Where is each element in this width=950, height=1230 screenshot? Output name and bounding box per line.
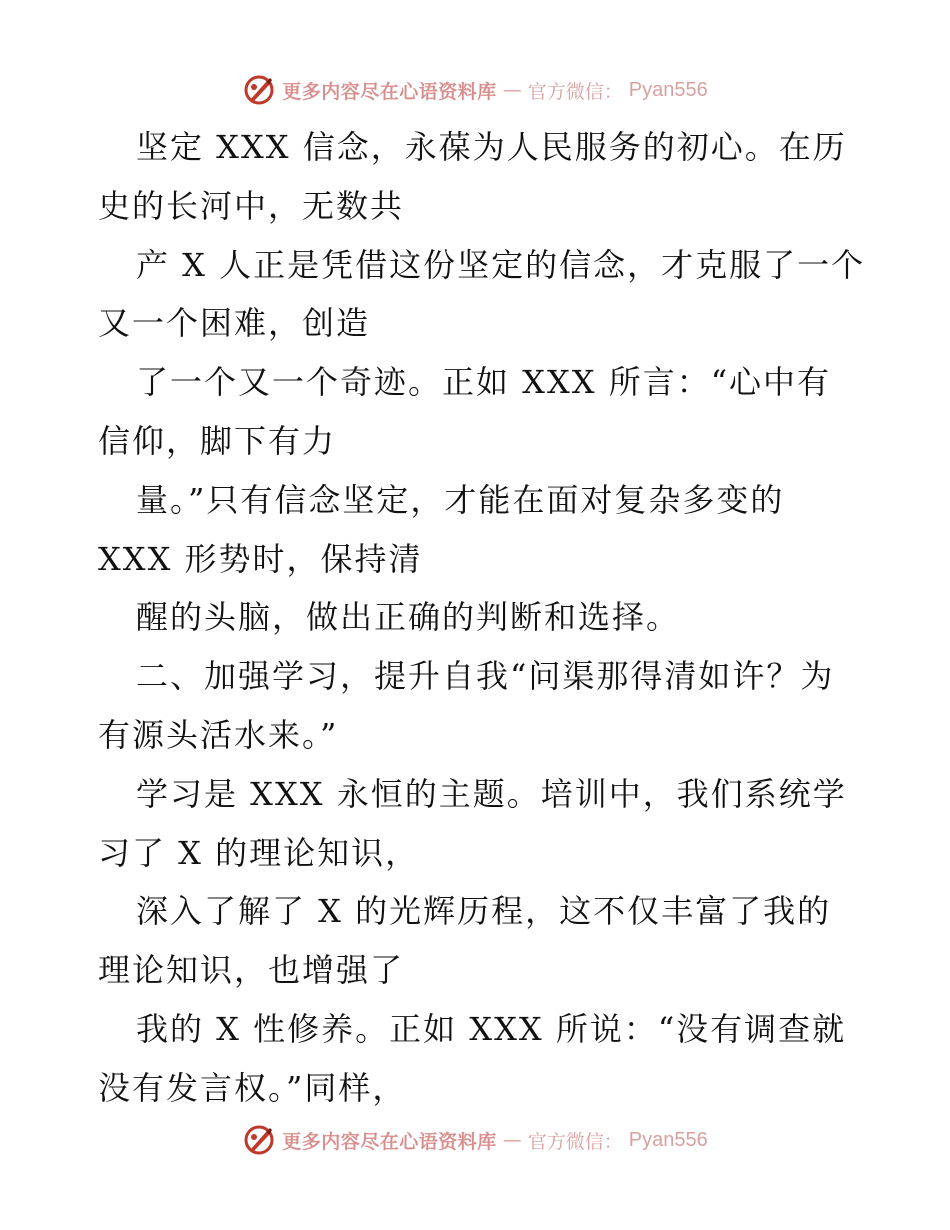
text-line: 我的 X 性修养。正如 XXX 所说：“没有调查就 <box>136 1009 847 1048</box>
banner-wechat-id: Pyan556 <box>628 1128 708 1151</box>
banner-wechat-id: Pyan556 <box>628 78 708 101</box>
banner-separator: — <box>502 1129 522 1151</box>
text-line: 信仰，脚下有力 <box>98 421 337 460</box>
pen-logo-icon <box>242 73 276 107</box>
banner-separator: — <box>502 79 522 101</box>
text-line: 醒的头脑，做出正确的判断和选择。 <box>136 598 681 637</box>
banner-wechat-label: 官方微信： <box>527 1130 623 1153</box>
text-line: 史的长河中，无数共 <box>98 186 405 225</box>
document-body <box>98 118 866 1118</box>
text-line: 理论知识，也增强了 <box>98 951 405 990</box>
pen-logo-icon <box>242 1123 276 1157</box>
text-line: 深入了解了 X 的光辉历程，这不仅丰富了我的 <box>136 892 832 931</box>
text-line: 没有发言权。”同样， <box>98 1068 407 1107</box>
banner-title: 更多内容尽在心语资料库 <box>282 1130 497 1153</box>
text-line: 学习是 XXX 永恒的主题。培训中，我们系统学 <box>136 774 847 813</box>
text-line: 了一个又一个奇迹。正如 XXX 所言：“心中有 <box>136 363 832 402</box>
text-line: 坚定 XXX 信念，永葆为人民服务的初心。在历 <box>136 128 847 166</box>
text-line: 产 X 人正是凭借这份坚定的信念，才克服了一个 <box>136 245 866 284</box>
banner-title: 更多内容尽在心语资料库 <box>282 80 497 103</box>
banner-wechat-label: 官方微信： <box>527 80 623 103</box>
text-line: XXX 形势时，保持清 <box>98 539 423 578</box>
text-line: 量。”只有信念坚定，才能在面对复杂多变的 <box>136 480 785 519</box>
text-line: 二、加强学习，提升自我“问渠那得清如许？为 <box>136 657 835 696</box>
text-line: 有源头活水来。” <box>98 715 339 754</box>
text-line: 又一个困难，创造 <box>98 304 371 343</box>
footer-banner <box>0 1120 950 1160</box>
header-banner <box>0 70 950 110</box>
text-line: 习了 X 的理论知识， <box>98 833 420 872</box>
